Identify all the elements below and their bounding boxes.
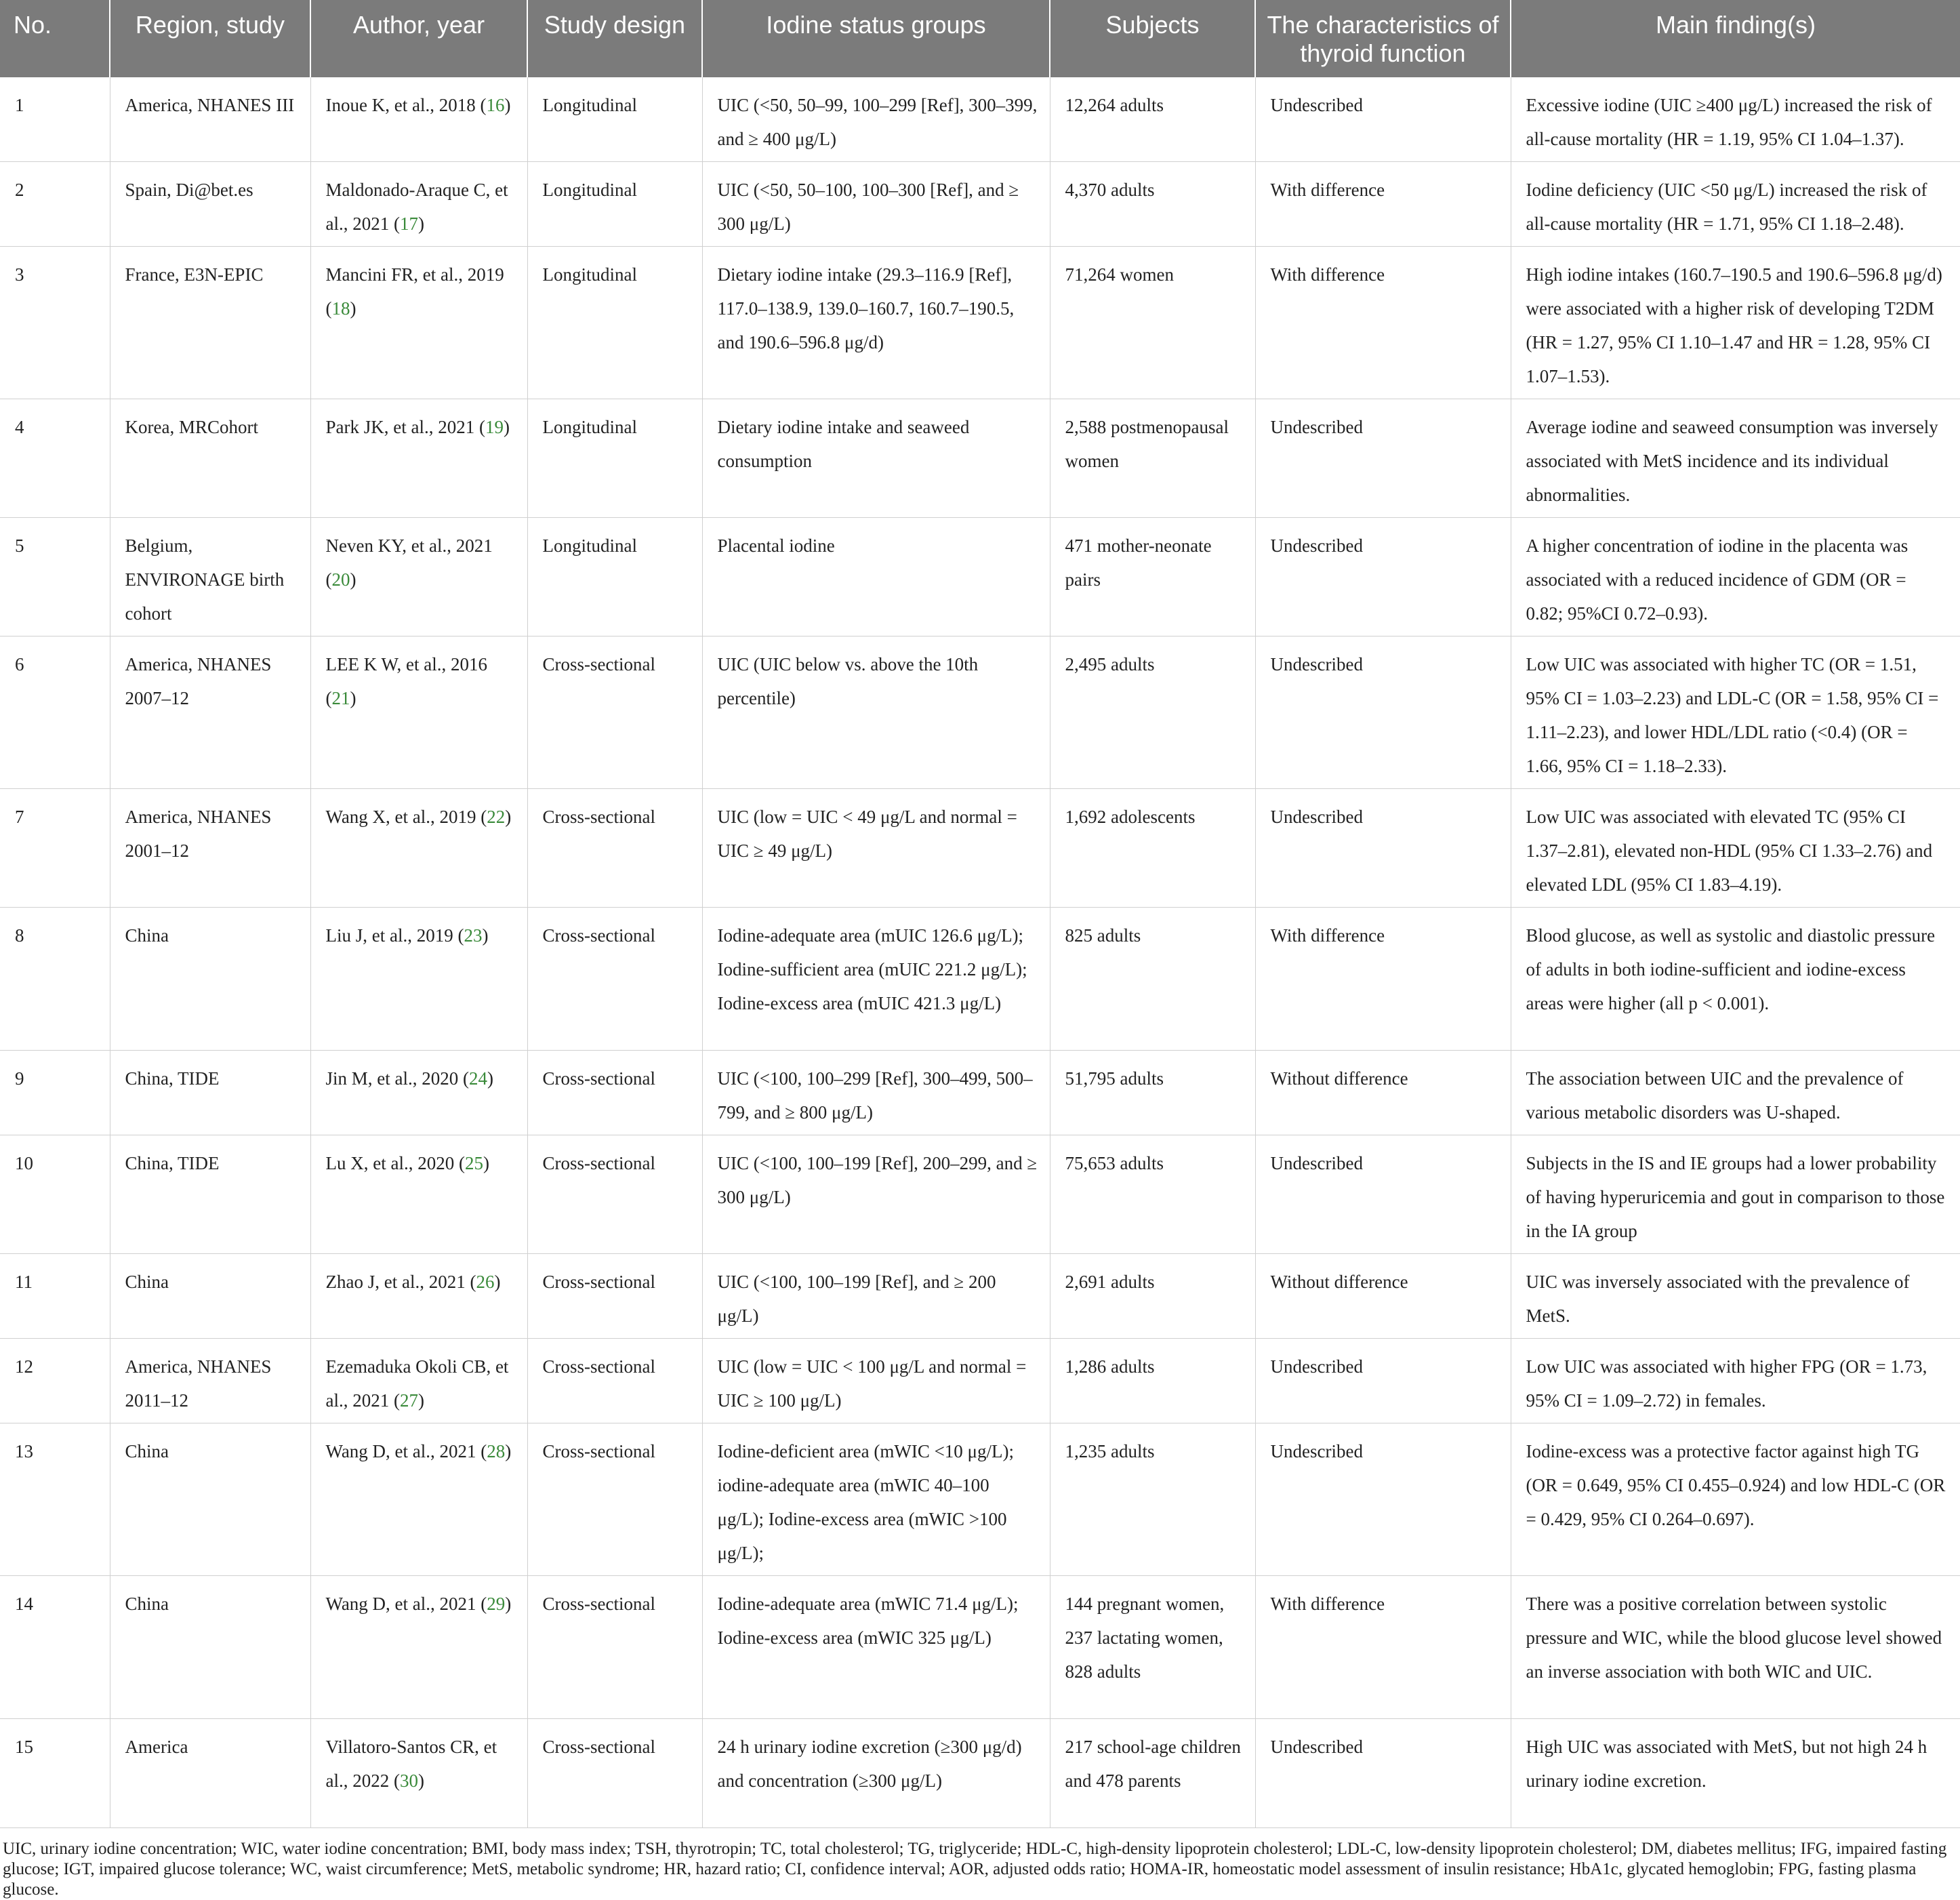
table-row <box>0 908 1960 1051</box>
cell-no: 8 <box>0 908 110 1051</box>
author-text: Inoue K, et al., 2018 ( <box>325 95 487 115</box>
cell-subjects: 1,286 adults <box>1050 1339 1255 1423</box>
cell-author <box>310 247 527 399</box>
cell-no: 4 <box>0 399 110 518</box>
cell-no: 5 <box>0 518 110 636</box>
cell-groups: Dietary iodine intake and seaweed consumption <box>702 399 1050 518</box>
reference-link[interactable]: 28 <box>487 1441 506 1461</box>
author-text: Jin M, et al., 2020 ( <box>325 1068 469 1089</box>
cell-finding: There was a positive correlation between systolic pressure and WIC, while the blood glucose level showed an inverse association with both WIC and UIC. <box>1511 1576 1960 1719</box>
cell-region: America, NHANES 2011–12 <box>110 1339 310 1423</box>
cell-finding: Blood glucose, as well as systolic and diastolic pressure of adults in both iodine-sufficient and iodine-excess areas were higher (all p < 0.001). <box>1511 908 1960 1051</box>
table-footnote: UIC, urinary iodine concentration; WIC, water iodine concentration; BMI, body mass index; TSH, thyrotropin; TC, total cholesterol; TG, triglyceride; HDL-C, high-density lipoprotein cholesterol; LDL-C, low-density lipoprotein cholesterol; DM, diabetes mellitus; IFG, impaired fasting glucose; IGT, impaired glucose tolerance; WC, waist circumference; MetS, metabolic syndrome; HR, hazard ratio; CI, confidence interval; AOR, adjusted odds ratio; HOMA-IR, homeostatic model assessment of insulin resistance; HbA1c, glycated hemoglobin; FPG, fasting plasma glucose. <box>3 1840 1947 1899</box>
cell-author <box>310 908 527 1051</box>
reference-link[interactable]: 24 <box>468 1068 487 1089</box>
cell-design: Cross-sectional <box>527 789 702 908</box>
cell-design: Longitudinal <box>527 399 702 518</box>
cell-thyroid: With difference <box>1255 908 1511 1051</box>
reference-close: ) <box>417 1771 424 1791</box>
cell-design: Cross-sectional <box>527 1339 702 1423</box>
table-row <box>0 789 1960 908</box>
cell-region: China <box>110 1576 310 1719</box>
cell-groups: UIC (<100, 100–299 [Ref], 300–499, 500–799, and ≥ 800 μg/L) <box>702 1051 1050 1135</box>
cell-thyroid: Without difference <box>1255 1051 1511 1135</box>
cell-groups: UIC (<100, 100–199 [Ref], and ≥ 200 μg/L) <box>702 1254 1050 1339</box>
cell-design: Cross-sectional <box>527 908 702 1051</box>
cell-no: 9 <box>0 1051 110 1135</box>
cell-finding: Low UIC was associated with higher FPG (OR = 1.73, 95% CI = 1.09–2.72) in females. <box>1511 1339 1960 1423</box>
cell-no: 2 <box>0 162 110 247</box>
reference-close: ) <box>494 1272 501 1292</box>
cell-design: Cross-sectional <box>527 1719 702 1828</box>
cell-finding: Average iodine and seaweed consumption was inversely associated with MetS incidence and its individual abnormalities. <box>1511 399 1960 518</box>
reference-link[interactable]: 22 <box>487 807 506 827</box>
reference-close: ) <box>503 417 510 437</box>
reference-close: ) <box>487 1068 493 1089</box>
reference-link[interactable]: 23 <box>464 925 483 946</box>
cell-author <box>310 1719 527 1828</box>
reference-close: ) <box>483 1153 489 1173</box>
table-row <box>0 1254 1960 1339</box>
cell-finding: Low UIC was associated with elevated TC (95% CI 1.37–2.81), elevated non-HDL (95% CI 1.33–2.76) and elevated LDL (95% CI 1.83–4.19). <box>1511 789 1960 908</box>
cell-groups: Iodine-deficient area (mWIC <10 μg/L); iodine-adequate area (mWIC 40–100 μg/L); Iodine-excess area (mWIC >100 μg/L); <box>702 1423 1050 1576</box>
cell-subjects: 4,370 adults <box>1050 162 1255 247</box>
cell-no: 7 <box>0 789 110 908</box>
cell-design: Cross-sectional <box>527 1254 702 1339</box>
cell-author <box>310 162 527 247</box>
table-row <box>0 1423 1960 1576</box>
reference-close: ) <box>482 925 489 946</box>
reference-close: ) <box>505 1441 512 1461</box>
reference-link[interactable]: 16 <box>486 95 505 115</box>
cell-region: China <box>110 908 310 1051</box>
cell-author <box>310 1576 527 1719</box>
author-text: LEE K W, et al., 2016 ( <box>325 654 487 708</box>
cell-subjects: 75,653 adults <box>1050 1135 1255 1254</box>
cell-no: 6 <box>0 636 110 789</box>
reference-link[interactable]: 19 <box>485 417 504 437</box>
cell-subjects: 12,264 adults <box>1050 77 1255 162</box>
header-subjects: Subjects <box>1050 0 1255 77</box>
cell-design: Cross-sectional <box>527 636 702 789</box>
author-text: Wang D, et al., 2021 ( <box>325 1594 487 1614</box>
reference-link[interactable]: 27 <box>399 1390 418 1411</box>
cell-region: Belgium, ENVIRONAGE birth cohort <box>110 518 310 636</box>
cell-design: Longitudinal <box>527 77 702 162</box>
cell-finding: A higher concentration of iodine in the placenta was associated with a reduced incidence of GDM (OR = 0.82; 95%CI 0.72–0.93). <box>1511 518 1960 636</box>
cell-no: 11 <box>0 1254 110 1339</box>
cell-no: 14 <box>0 1576 110 1719</box>
cell-finding: Subjects in the IS and IE groups had a lower probability of having hyperuricemia and gout in comparison to those in the IA group <box>1511 1135 1960 1254</box>
cell-thyroid: Undescribed <box>1255 1135 1511 1254</box>
cell-author <box>310 399 527 518</box>
cell-author <box>310 1254 527 1339</box>
cell-finding: Excessive iodine (UIC ≥400 μg/L) increased the risk of all-cause mortality (HR = 1.19, 95% CI 1.04–1.37). <box>1511 77 1960 162</box>
cell-thyroid: Undescribed <box>1255 518 1511 636</box>
reference-link[interactable]: 26 <box>476 1272 495 1292</box>
cell-subjects: 217 school-age children and 478 parents <box>1050 1719 1255 1828</box>
cell-finding: The association between UIC and the prevalence of various metabolic disorders was U-shaped. <box>1511 1051 1960 1135</box>
cell-no: 3 <box>0 247 110 399</box>
reference-close: ) <box>505 807 512 827</box>
table-row <box>0 1576 1960 1719</box>
cell-finding: High UIC was associated with MetS, but not high 24 h urinary iodine excretion. <box>1511 1719 1960 1828</box>
cell-design: Cross-sectional <box>527 1135 702 1254</box>
cell-thyroid: Without difference <box>1255 1254 1511 1339</box>
header-author: Author, year <box>310 0 527 77</box>
cell-thyroid: With difference <box>1255 247 1511 399</box>
cell-subjects: 825 adults <box>1050 908 1255 1051</box>
cell-no: 13 <box>0 1423 110 1576</box>
cell-finding: Low UIC was associated with higher TC (OR = 1.51, 95% CI = 1.03–2.23) and LDL-C (OR = 1.58, 95% CI = 1.11–2.23), and lower HDL/LDL ratio (<0.4) (OR = 1.66, 95% CI = 1.18–2.33). <box>1511 636 1960 789</box>
cell-author <box>310 1339 527 1423</box>
author-text: Ezemaduka Okoli CB, et al., 2021 ( <box>325 1356 509 1411</box>
cell-region: China <box>110 1254 310 1339</box>
cell-region: China, TIDE <box>110 1051 310 1135</box>
cell-groups: UIC (<100, 100–199 [Ref], 200–299, and ≥ 300 μg/L) <box>702 1135 1050 1254</box>
reference-link[interactable]: 25 <box>464 1153 483 1173</box>
table-row <box>0 1135 1960 1254</box>
header-finding: Main finding(s) <box>1511 0 1960 77</box>
reference-link[interactable]: 17 <box>399 214 418 234</box>
cell-author <box>310 1423 527 1576</box>
cell-design: Cross-sectional <box>527 1051 702 1135</box>
cell-groups: Placental iodine <box>702 518 1050 636</box>
table-row <box>0 77 1960 162</box>
reference-link[interactable]: 18 <box>331 298 350 319</box>
cell-author <box>310 518 527 636</box>
cell-subjects: 2,495 adults <box>1050 636 1255 789</box>
author-text: Lu X, et al., 2020 ( <box>325 1153 465 1173</box>
cell-groups: UIC (<50, 50–99, 100–299 [Ref], 300–399, and ≥ 400 μg/L) <box>702 77 1050 162</box>
cell-region: China, TIDE <box>110 1135 310 1254</box>
cell-region: Korea, MRCohort <box>110 399 310 518</box>
cell-finding: UIC was inversely associated with the prevalence of MetS. <box>1511 1254 1960 1339</box>
author-text: Zhao J, et al., 2021 ( <box>325 1272 476 1292</box>
table-row <box>0 518 1960 636</box>
reference-close: ) <box>350 688 356 708</box>
cell-thyroid: Undescribed <box>1255 77 1511 162</box>
reference-link[interactable]: 20 <box>331 569 350 590</box>
cell-groups: UIC (low = UIC < 49 μg/L and normal = UIC ≥ 49 μg/L) <box>702 789 1050 908</box>
cell-subjects: 1,235 adults <box>1050 1423 1255 1576</box>
reference-close: ) <box>350 569 356 590</box>
author-text: Liu J, et al., 2019 ( <box>325 925 464 946</box>
table-body <box>0 77 1960 1828</box>
table-row <box>0 1719 1960 1828</box>
cell-groups: Iodine-adequate area (mUIC 126.6 μg/L); Iodine-sufficient area (mUIC 221.2 μg/L); Iodine-excess area (mUIC 421.3 μg/L) <box>702 908 1050 1051</box>
cell-author <box>310 1051 527 1135</box>
cell-subjects: 2,588 postmenopausal women <box>1050 399 1255 518</box>
header-design: Study design <box>527 0 702 77</box>
cell-no: 12 <box>0 1339 110 1423</box>
cell-groups: UIC (<50, 50–100, 100–300 [Ref], and ≥ 300 μg/L) <box>702 162 1050 247</box>
cell-design: Cross-sectional <box>527 1576 702 1719</box>
cell-subjects: 2,691 adults <box>1050 1254 1255 1339</box>
header-region: Region, study <box>110 0 310 77</box>
header-groups: Iodine status groups <box>702 0 1050 77</box>
cell-region: America, NHANES III <box>110 77 310 162</box>
author-text: Wang X, et al., 2019 ( <box>325 807 487 827</box>
reference-close: ) <box>417 214 424 234</box>
author-text: Park JK, et al., 2021 ( <box>325 417 485 437</box>
reference-link[interactable]: 29 <box>487 1594 506 1614</box>
table-row <box>0 247 1960 399</box>
cell-thyroid: Undescribed <box>1255 789 1511 908</box>
author-text: Wang D, et al., 2021 ( <box>325 1441 487 1461</box>
cell-groups: Dietary iodine intake (29.3–116.9 [Ref], 117.0–138.9, 139.0–160.7, 160.7–190.5, and 190.6–596.8 μg/d) <box>702 247 1050 399</box>
reference-close: ) <box>505 1594 512 1614</box>
cell-region: America <box>110 1719 310 1828</box>
cell-thyroid: Undescribed <box>1255 1339 1511 1423</box>
reference-close: ) <box>417 1390 424 1411</box>
cell-design: Longitudinal <box>527 162 702 247</box>
cell-no: 1 <box>0 77 110 162</box>
author-text: Villatoro-Santos CR, et al., 2022 ( <box>325 1737 497 1791</box>
cell-author <box>310 77 527 162</box>
cell-finding: Iodine-excess was a protective factor against high TG (OR = 0.649, 95% CI 0.455–0.924) and low HDL-C (OR = 0.429, 95% CI 0.264–0.697). <box>1511 1423 1960 1576</box>
cell-subjects: 471 mother-neonate pairs <box>1050 518 1255 636</box>
reference-close: ) <box>504 95 511 115</box>
cell-finding: High iodine intakes (160.7–190.5 and 190.6–596.8 μg/d) were associated with a higher risk of developing T2DM (HR = 1.27, 95% CI 1.10–1.47 and HR = 1.28, 95% CI 1.07–1.53). <box>1511 247 1960 399</box>
cell-groups: Iodine-adequate area (mWIC 71.4 μg/L); Iodine-excess area (mWIC 325 μg/L) <box>702 1576 1050 1719</box>
cell-subjects: 1,692 adolescents <box>1050 789 1255 908</box>
reference-link[interactable]: 21 <box>331 688 350 708</box>
cell-no: 15 <box>0 1719 110 1828</box>
cell-thyroid: Undescribed <box>1255 636 1511 789</box>
cell-thyroid: With difference <box>1255 1576 1511 1719</box>
header-thyroid: The characteristics of thyroid function <box>1255 0 1511 77</box>
cell-author <box>310 1135 527 1254</box>
cell-subjects: 144 pregnant women, 237 lactating women, 828 adults <box>1050 1576 1255 1719</box>
table-row <box>0 1339 1960 1423</box>
header-no: No. <box>0 0 110 77</box>
cell-region: China <box>110 1423 310 1576</box>
cell-design: Longitudinal <box>527 247 702 399</box>
table-row <box>0 399 1960 518</box>
cell-thyroid: Undescribed <box>1255 399 1511 518</box>
cell-finding: Iodine deficiency (UIC <50 μg/L) increased the risk of all-cause mortality (HR = 1.71, 95% CI 1.18–2.48). <box>1511 162 1960 247</box>
cell-thyroid: Undescribed <box>1255 1719 1511 1828</box>
cell-thyroid: Undescribed <box>1255 1423 1511 1576</box>
cell-groups: 24 h urinary iodine excretion (≥300 μg/d) and concentration (≥300 μg/L) <box>702 1719 1050 1828</box>
cell-design: Cross-sectional <box>527 1423 702 1576</box>
cell-thyroid: With difference <box>1255 162 1511 247</box>
cell-no: 10 <box>0 1135 110 1254</box>
cell-subjects: 51,795 adults <box>1050 1051 1255 1135</box>
cell-author <box>310 636 527 789</box>
cell-subjects: 71,264 women <box>1050 247 1255 399</box>
reference-close: ) <box>350 298 356 319</box>
cell-design: Longitudinal <box>527 518 702 636</box>
cell-region: Spain, Di@bet.es <box>110 162 310 247</box>
reference-link[interactable]: 30 <box>399 1771 418 1791</box>
cell-region: France, E3N-EPIC <box>110 247 310 399</box>
header-row <box>0 0 1960 77</box>
author-text: Neven KY, et al., 2021 ( <box>325 535 493 590</box>
table-row <box>0 636 1960 789</box>
table-row <box>0 162 1960 247</box>
cell-region: America, NHANES 2001–12 <box>110 789 310 908</box>
cell-author <box>310 789 527 908</box>
author-text: Maldonado-Araque C, et al., 2021 ( <box>325 180 508 234</box>
author-text: Mancini FR, et al., 2019 ( <box>325 264 504 319</box>
table-row <box>0 1051 1960 1135</box>
cell-groups: UIC (UIC below vs. above the 10th percentile) <box>702 636 1050 789</box>
cell-region: America, NHANES 2007–12 <box>110 636 310 789</box>
cell-groups: UIC (low = UIC < 100 μg/L and normal = UIC ≥ 100 μg/L) <box>702 1339 1050 1423</box>
